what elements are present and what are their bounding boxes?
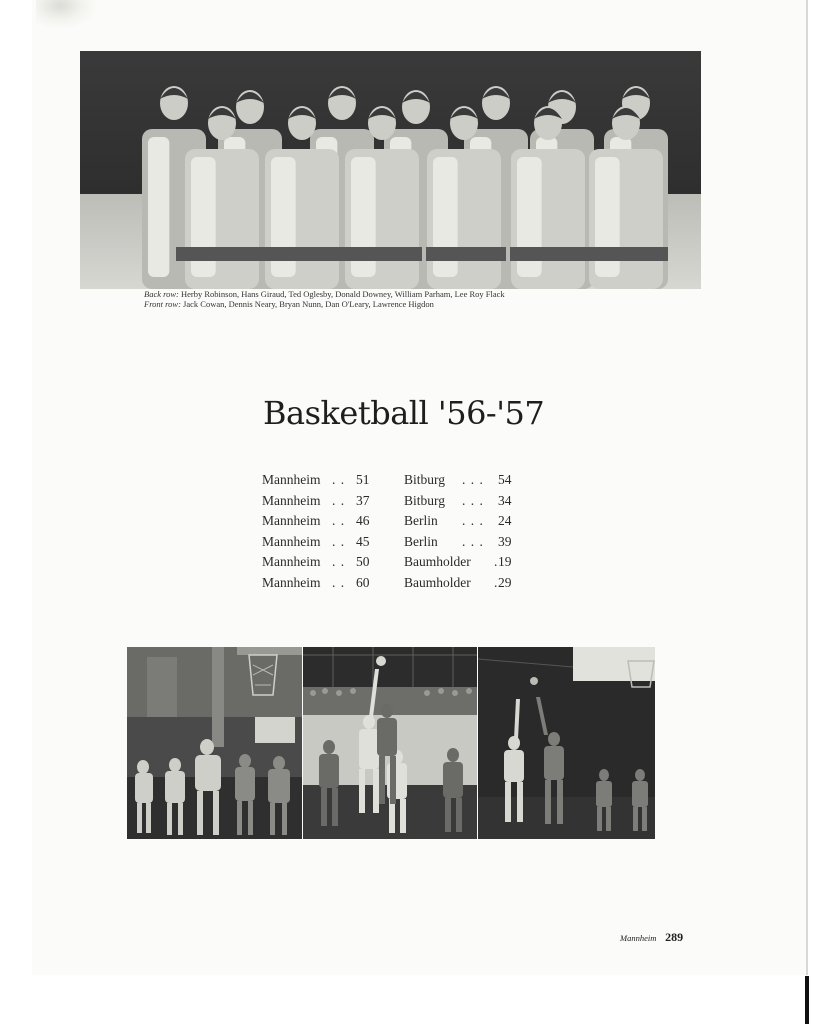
team-score: 60 [356,574,370,590]
footer-school: Mannheim [620,933,657,943]
opponent-score: 54 [498,472,512,487]
score-row [262,470,562,491]
score-row [262,552,562,573]
opponent-score: 29 [498,574,512,590]
leader-dots: . . . [462,472,484,487]
leader-dots: . . . [462,533,484,549]
score-row [262,573,562,594]
striped-belt [426,247,506,261]
game-action-photo [478,647,655,839]
leader-dots: . . [332,554,346,569]
page-number: 289 [665,930,684,944]
page-title: Basketball '56-'57 [263,394,545,432]
photo-caption [144,290,644,309]
front-row-label: Front row: [144,298,181,309]
team-score: 50 [356,554,370,569]
back-row-label: Back row: [144,289,179,299]
score-table [262,470,562,593]
team-score: 51 [356,472,370,487]
team-score: 45 [356,533,370,549]
opponent-name: Berlin [404,533,438,549]
team-name: Mannheim [262,533,321,549]
back-row-names: Herby Robinson, Hans Giraud, Ted Oglesby, Donald Downey, William Parham, Lee Roy Flack [180,289,505,299]
striped-belt [176,247,272,261]
leader-dots: . . . [462,492,484,508]
opponent-score: 34 [498,492,512,508]
team-name: Mannheim [262,574,321,590]
opponent-name: Baumholder [404,554,471,569]
caption-front-row [144,300,644,310]
opponent-score: 19 [498,554,512,569]
leader-dots: . . [332,513,346,528]
front-row-names: Jack Cowan, Dennis Neary, Bryan Nunn, Dan O'Leary, Lawrence Higdon [183,298,434,309]
team-score: 46 [356,513,370,528]
opponent-name: Bitburg [404,472,446,487]
opponent-name: Baumholder [404,574,471,590]
striped-belt [342,247,422,261]
score-row [262,511,562,532]
game-action-photo [303,647,477,839]
leader-dots: . . [332,472,346,487]
leader-dots: . [494,554,499,569]
opponent-score: 24 [498,513,512,528]
page-footer [620,930,720,945]
opponent-name: Berlin [404,513,438,528]
team-score: 37 [356,492,370,508]
leader-dots: . . . [462,513,484,528]
page-edge [806,0,808,975]
opponent-name: Bitburg [404,492,446,508]
striped-belt [590,247,668,261]
team-name: Mannheim [262,492,321,508]
striped-belt [262,247,342,261]
score-row [262,491,562,512]
leader-dots: . . [332,533,346,549]
game-action-photo [127,647,302,839]
leader-dots: . . [332,574,346,590]
scan-smudge [36,0,96,28]
scan-border [805,976,809,1024]
team-name: Mannheim [262,554,321,569]
opponent-score: 39 [498,533,512,549]
team-name: Mannheim [262,513,321,528]
team-name: Mannheim [262,472,321,487]
leader-dots: . . [332,492,346,508]
leader-dots: . [494,574,499,590]
team-photo [80,51,701,289]
striped-belt [510,247,590,261]
score-row [262,532,562,553]
